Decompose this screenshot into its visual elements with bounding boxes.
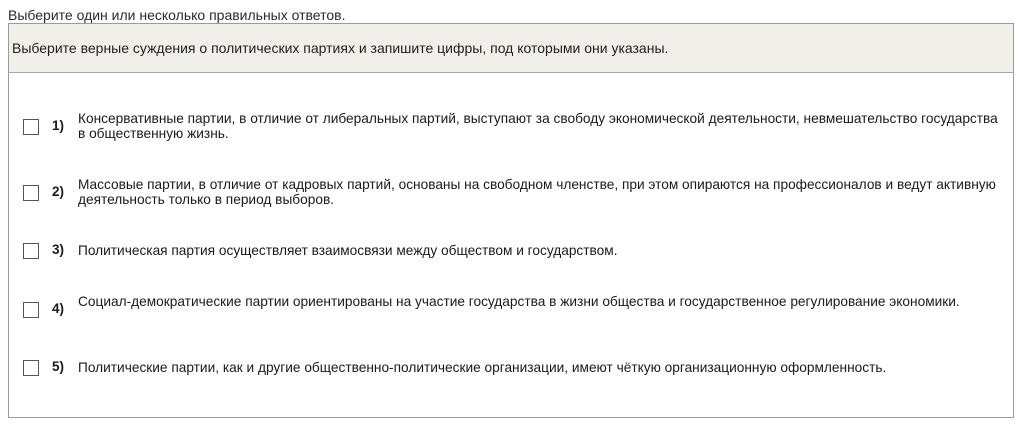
option-text: Социал-демократические партии ориентированы на участие государства в жизни общества и государственное регулирование экономики. [78,294,960,309]
option-number: 2) [52,184,65,199]
checkbox-option-2[interactable] [23,185,39,201]
instruction-text: Выберите один или несколько правильных ответов. [8,7,346,23]
option-text: Политическая партия осуществляет взаимосвязи между обществом и государством. [78,243,618,258]
question-box [8,23,1014,418]
option-number: 3) [52,242,65,257]
option-number: 5) [52,359,65,374]
option-number: 4) [52,301,65,316]
option-number: 1) [52,118,65,133]
checkbox-option-4[interactable] [23,302,39,318]
option-text: Политические партии, как и другие общественно-политические организации, имеют чёткую организационную оформленность. [78,360,887,375]
checkbox-option-3[interactable] [23,243,39,259]
checkbox-option-5[interactable] [23,360,39,376]
option-text: Массовые партии, в отличие от кадровых партий, основаны на свободном членстве, при этом опираются на профессионалов и ведут активную деятельность только в период выборов. [78,177,996,207]
checkbox-option-1[interactable] [23,119,39,135]
option-text: Консервативные партии, в отличие от либеральных партий, выступают за свободу экономической деятельности, невмешательство государства в общественную жизнь. [78,111,998,141]
question-prompt: Выберите верные суждения о политических партиях и запишите цифры, под которыми они указаны. [9,24,1013,73]
